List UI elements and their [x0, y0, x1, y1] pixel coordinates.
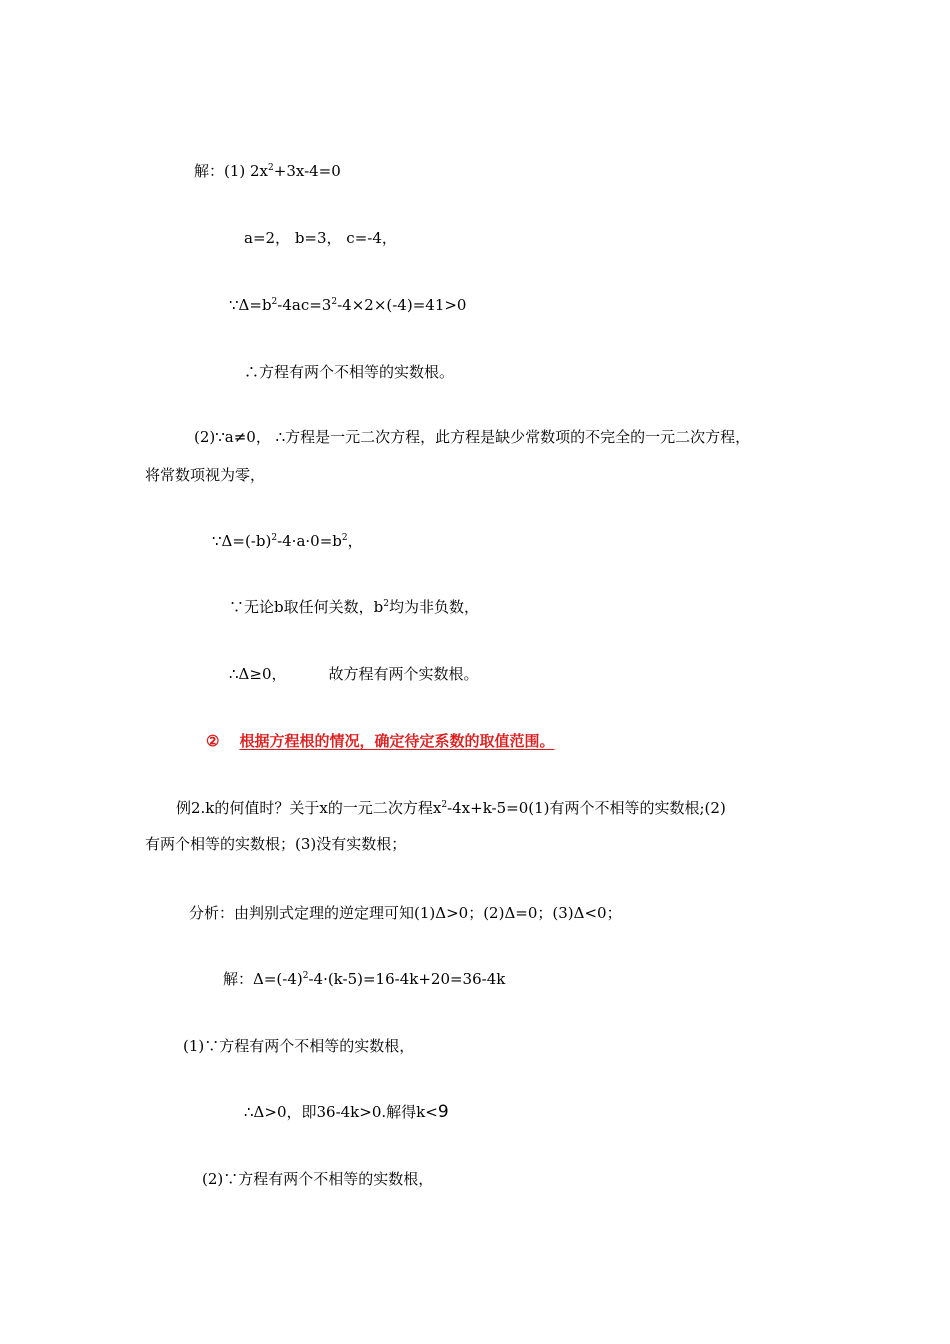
part-2-text: (2)∵a≠0， ∴方程是一元二次方程，此方程是缺少常数项的不完全的一元二次方程，: [194, 428, 751, 446]
discriminant-line-2: [212, 531, 363, 551]
exponent: 2: [441, 800, 448, 810]
exponent: 2: [271, 297, 278, 307]
case-1-line: [183, 1036, 414, 1056]
solution-text: +3x-4=0: [273, 162, 341, 180]
exponent: 2: [341, 533, 348, 543]
discriminant-text: ∵Δ=(-b): [212, 532, 272, 550]
analysis-text: 分析：由判别式定理的逆定理可知(1)Δ>0；(2)Δ=0；(3)Δ<0；: [189, 904, 622, 922]
part-2-line-1: [194, 427, 750, 447]
solution-line-2: [223, 969, 505, 989]
section-marker: ②: [206, 732, 220, 750]
example-line-2: [145, 834, 406, 854]
discriminant-line: [229, 295, 466, 315]
section-heading-text: 根据方程根的情况，确定待定系数的取值范围。: [239, 732, 555, 750]
part-2-line-2: [145, 465, 265, 485]
case-2-text: (2)∵方程有两个不相等的实数根，: [202, 1170, 434, 1188]
discriminant-text: -4ac=3: [277, 296, 332, 314]
analysis-line: [189, 903, 622, 923]
coefficients-line: [244, 228, 397, 248]
solution-text: -4·(k-5)=16-4k+20=36-4k: [308, 970, 506, 988]
discriminant-text: -4×2×(-4)=41>0: [337, 296, 467, 314]
conclusion-line-1: [244, 362, 454, 382]
solution-text: 解：Δ=(-4): [223, 970, 303, 988]
case-1-solution-value: 9: [437, 1102, 449, 1122]
exponent: 2: [268, 163, 274, 173]
example-text: 例2.k的何值时？关于x的一元二次方程x: [176, 799, 442, 817]
reason-text: ∵无论b取任何关数，b: [229, 598, 384, 616]
part-2-text: 将常数项视为零，: [145, 466, 266, 484]
conclusion-text: ∴方程有两个不相等的实数根。: [244, 363, 455, 381]
discriminant-text: -4·a·0=b: [277, 532, 342, 550]
discriminant-text: ∵Δ=b: [229, 296, 272, 314]
discriminant-text: ，: [347, 532, 363, 550]
example-text: -4x+k-5=0(1)有两个不相等的实数根;(2): [447, 799, 726, 817]
example-line-1: [176, 798, 726, 818]
exponent: 2: [271, 533, 278, 543]
conclusion-text: 故方程有两个实数根。: [328, 665, 479, 683]
reason-line: [229, 597, 479, 617]
exponent: 2: [331, 297, 338, 307]
exponent: 2: [383, 599, 389, 609]
case-1-text: (1)∵方程有两个不相等的实数根，: [183, 1037, 415, 1055]
conclusion-text: ∴Δ≥0，: [229, 665, 287, 683]
solution-line-1: [194, 161, 341, 181]
exponent: 2: [302, 971, 309, 981]
conclusion-line-2: [229, 664, 479, 684]
coefficients-text: a=2， b=3， c=-4，: [244, 229, 397, 247]
case-1-solution-line: [244, 1102, 449, 1122]
example-text: 有两个相等的实数根；(3)没有实数根；: [145, 835, 407, 853]
section-heading: [206, 731, 554, 751]
reason-text: 均为非负数，: [388, 598, 479, 616]
case-2-line: [202, 1169, 433, 1189]
case-1-solution-text: ∴Δ>0，即36-4k>0.解得k<: [244, 1103, 438, 1121]
solution-text: 解：(1) 2x: [194, 162, 269, 180]
